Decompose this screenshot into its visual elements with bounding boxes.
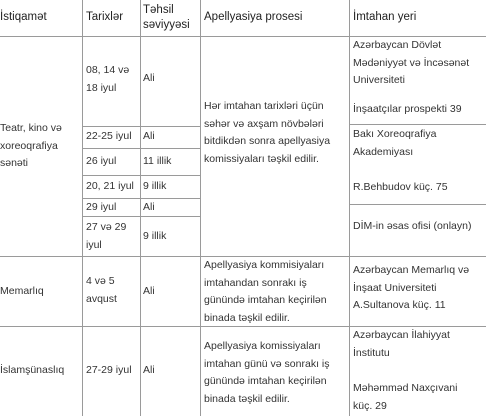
venue-cell: Azərbaycan Memarlıq və İnşaat Universiteti A.Sultanova küç. 11 — [353, 264, 470, 311]
appeal-cell: Hər imtahan tarixləri üçün səhər və axşam növbələri bitdikdən sonra apellyasiya komissiyaları təşkil edilir. — [204, 100, 331, 165]
level-cell: 9 illik — [143, 180, 167, 192]
field-cell: Teatr, kino və xoreoqrafiya sənəti — [0, 122, 62, 169]
table-border — [82, 126, 200, 127]
venue-cell: Azərbaycan Dövlət Mədəniyyət və İncəsənət Universiteti İnşaatçılar prospekti 39 — [353, 39, 470, 115]
table-border — [82, 148, 200, 149]
level-cell: Ali — [143, 285, 155, 297]
venue-cell: Bakı Xoreoqrafiya Akademiyası R.Behbudov küç. 75 — [353, 128, 448, 193]
table-border — [349, 204, 486, 205]
table-border — [82, 0, 83, 416]
header-venue: İmtahan yeri — [353, 11, 417, 23]
header-field: İstiqamət — [0, 11, 47, 23]
level-cell: Ali — [143, 72, 155, 84]
table-border — [82, 175, 200, 176]
dates-cell: 4 və 5 avqust — [86, 275, 117, 305]
dates-cell: 08, 14 və 18 iyul — [86, 64, 130, 94]
header-level-line2: səviyyəsi — [143, 19, 190, 31]
level-cell: Ali — [143, 364, 155, 376]
level-cell: Ali — [143, 201, 155, 213]
appeal-cell: Apellyasiya komissiyaları imtahan günü və sonrakı iş günündə imtahan keçirilən binada təşkil edilir. — [204, 340, 330, 405]
level-cell: 11 illik — [143, 155, 172, 167]
table-border — [349, 124, 486, 125]
dates-cell: 27-29 iyul — [86, 364, 132, 376]
venue-cell: Azərbaycan İlahiyyat İnstitutu Məhəmməd Naxçıvani küç. 29 — [353, 329, 458, 412]
dates-cell: 27 və 29 iyul — [86, 221, 127, 251]
dates-cell: 20, 21 iyul — [86, 180, 134, 192]
appeal-cell: Apellyasiya kommisiyaları imtahandan sonrakı iş günündə imtahan keçirilən binada təşkil edilir. — [204, 259, 327, 324]
dates-cell: 26 iyul — [86, 155, 117, 167]
header-level — [143, 3, 190, 32]
field-cell: İslamşünaslıq — [0, 364, 65, 376]
level-cell: 9 illik — [143, 230, 167, 242]
table-border — [140, 0, 141, 416]
venue-cell: DİM-in əsas ofisi (onlayn) — [353, 220, 472, 232]
dates-cell: 22-25 iyul — [86, 130, 132, 142]
header-level-line1: Təhsil — [143, 4, 174, 16]
table-border — [200, 0, 201, 416]
level-cell: Ali — [143, 130, 155, 142]
header-dates: Tarixlər — [86, 11, 124, 23]
field-cell: Memarlıq — [0, 285, 44, 297]
header-appeal: Apellyasiya prosesi — [204, 11, 303, 23]
table-border — [349, 0, 350, 416]
dates-cell: 29 iyul — [86, 201, 117, 213]
